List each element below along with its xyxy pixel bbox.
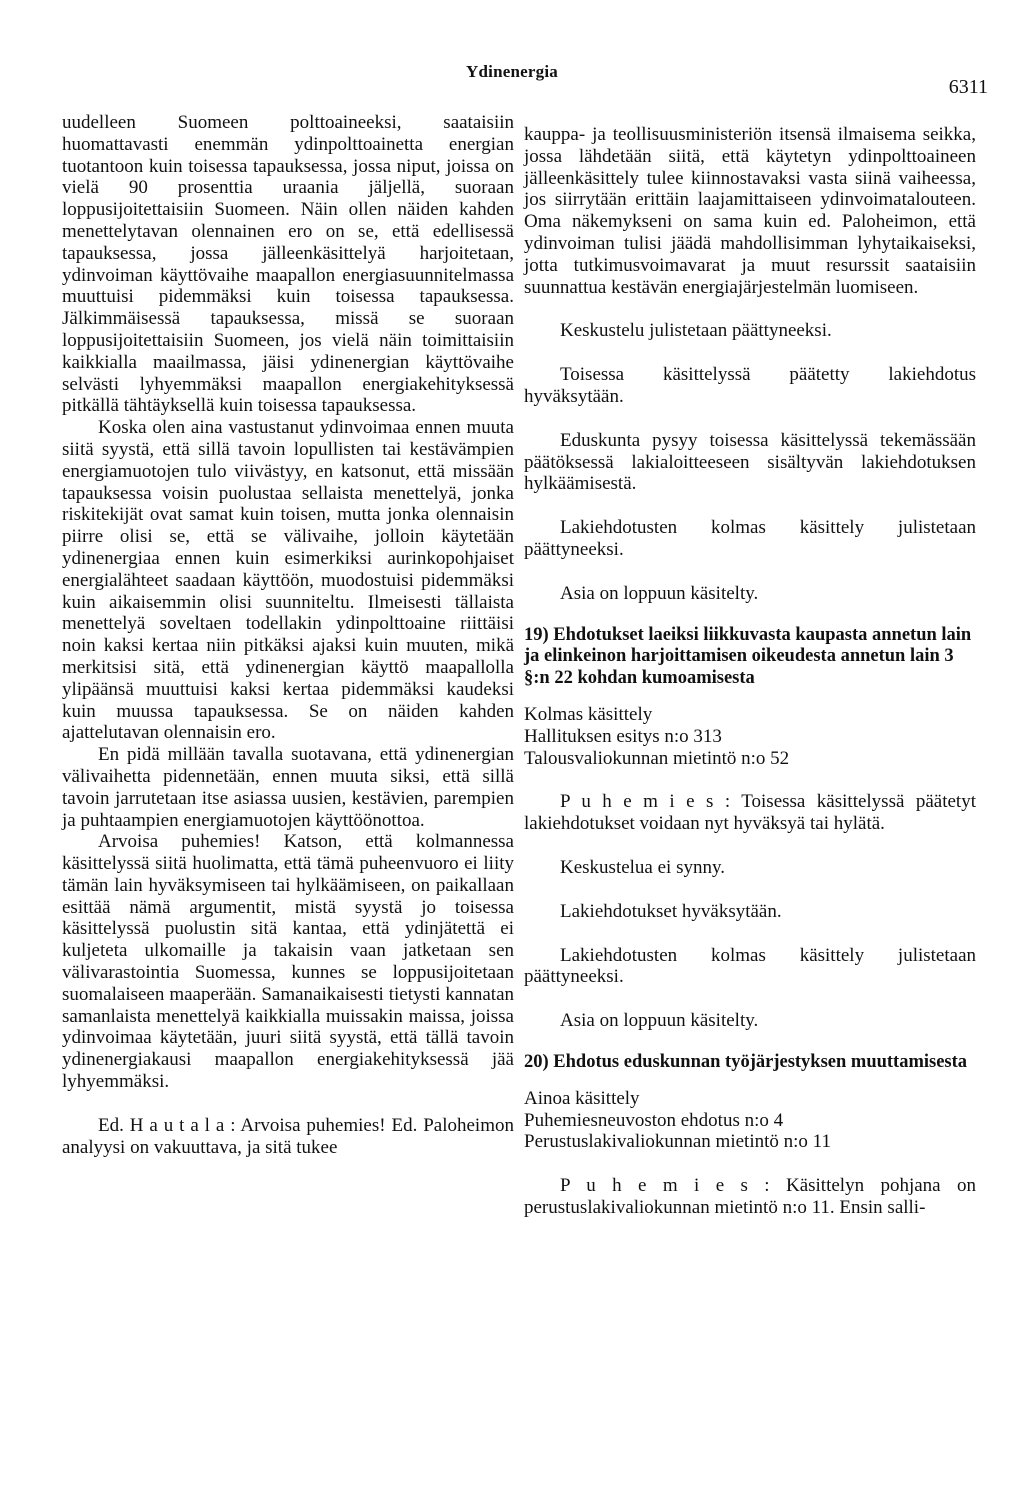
speaker-name: P u h e m i e s :	[560, 1175, 770, 1197]
section-info: Perustuslakivaliokunnan mietintö n:o 11	[524, 1131, 831, 1153]
speaker-paragraph	[524, 791, 976, 835]
page-number: 6311	[948, 76, 988, 98]
section-info: Puhemiesneuvoston ehdotus n:o 4	[524, 1109, 784, 1131]
paragraph: kauppa- ja teollisuusministeriön itsensä ilmaisema seikka, jossa lähdetään siitä, että käytetyn ydinpolttoaineen jälleenkäsittely tulee kiinnostavaksi vasta siinä vaiheessa, jos siirrytään erittäin laajamittaiseen ydinvoimatalouteen. Oma näkemykseni on sama kuin ed. Paloheimon, että ydinvoiman tulisi jäädä mahdollisimman lyhytaikaiseksi, jotta tutkimusvoimavarat ja muut resurssit saataisiin suunnattua kestävän energiajärjestelmän luomiseen.	[524, 124, 976, 298]
paragraph: Toisessa käsittelyssä päätetty lakiehdotus hyväksytään.	[524, 364, 976, 407]
section-info: Kolmas käsittely	[524, 703, 653, 725]
speaker-name: P u h e m i e s :	[560, 791, 731, 813]
speaker-paragraph	[62, 1115, 514, 1159]
paragraph: Keskustelua ei synny.	[560, 856, 725, 878]
section-info: Talousvaliokunnan mietintö n:o 52	[524, 747, 790, 769]
speech-text: Toisessa käsittelyssä päätetyt lakiehdotukset voidaan nyt hyväksyä tai hylätä.	[524, 791, 976, 835]
paragraph: Eduskunta pysyy toisessa käsittelyssä tekemässään päätöksessä lakialoitteeseen sisältyvän lakiehdotuksen hylkäämisestä.	[524, 429, 976, 495]
speech-text: Käsittelyn pohjana on perustuslakivaliokunnan mietintö n:o 11. Ensin salli-	[524, 1175, 976, 1218]
left-column	[62, 112, 514, 1158]
speaker-name: Ed. H a u t a l a :	[98, 1114, 236, 1136]
paragraph: Keskustelu julistetaan päättyneeksi.	[560, 320, 832, 342]
paragraph: Lakiehdotusten kolmas käsittely julistetaan päättyneeksi.	[524, 517, 976, 560]
paragraph: Lakiehdotusten kolmas käsittely julistetaan päättyneeksi.	[524, 944, 976, 988]
section-info: Ainoa käsittely	[524, 1087, 640, 1109]
paragraph: Lakiehdotukset hyväksytään.	[560, 900, 782, 922]
paragraph: Asia on loppuun käsitelty.	[560, 582, 759, 604]
speaker-paragraph	[524, 1175, 976, 1219]
paragraph: Arvoisa puhemies! Katson, että kolmannessa käsittelyssä siitä huolimatta, että tämä puheenvuoro ei liity tämän lain hyväksymiseen tai hylkäämiseen, on paikallaan esittää nämä argumentit, mistä syystä jo toisessa käsittelyssä puolustin sitä kantaa, että ydinjätettä ei kuljeteta ulkomaille ja takaisin vaan jatketaan sen välivarastointia Suomessa, kunnes se loppusijoitetaan suomalaiseen maaperään. Samanaikaisesti tietysti kannatan samanlaista menettelyä kaikkialla muissakin maissa, joissa ydinvoimaa käytetään, juuri siitä syystä, että tällä tavoin ydinenergiakausi maapallon energiakehityksessä jää lyhyemmäksi.	[62, 831, 514, 1093]
paragraph: Koska olen aina vastustanut ydinvoimaa ennen muuta siitä syystä, että sillä tavoin lopullisten tai kestävämpien energiamuotojen tulo viivästyy, en katsonut, että missään tapauksessa voisin puolustaa sellaista menettelyä, jonka riskitekijät ovat samat kuin toisen, mutta jonka olennaisin piirre olisi se, että se välivaihe, jolloin käytetään ydinenergiaa ennen kuin esimerkiksi aurinkopohjaiset energialähteet saadaan käyttöön, muodostuisi pidemmäksi kuin aikaisemmin olisi suunniteltu. Ilmeisesti tällaista menettelyä soveltaen todellakin ydinpolttoaine riittäisi noin kaksi kertaa niin pitkäksi ajaksi kuin muuten, mikä merkitsisi sitä, että ydinenergian käyttö maapallolla ylipäänsä muuttuisi kaksi kertaa pidemmäksi kaudeksi kuin muussa tapauksessa. Se on näiden kahden ajattelutavan olennaisin ero.	[62, 417, 514, 744]
right-column	[524, 124, 976, 1219]
speech-text: Arvoisa puhemies! Ed. Paloheimon analyysi on vakuuttava, ja sitä tukee	[62, 1114, 514, 1158]
paragraph: Asia on loppuun käsitelty.	[560, 1010, 759, 1032]
section-info: Hallituksen esitys n:o 313	[524, 725, 722, 747]
paragraph: En pidä millään tavalla suotavana, että ydinenergian välivaihetta pidennetään, ennen muuta siksi, että sillä tavoin jarrutetaan itse asiassa uusien, kestävien, parempien ja puhtaampien energiamuotojen käyttöönottoa.	[62, 744, 514, 831]
running-header: Ydinenergia	[466, 62, 558, 81]
paragraph: uudelleen Suomeen polttoaineeksi, saataisiin huomattavasti enemmän ydinpolttoainetta energian tuotantoon kuin toisessa tapauksessa, jossa niput, joissa on vielä 90 prosenttia uraania jäljellä, suoraan loppusijoitettaisiin Suomeen. Näin ollen näiden kahden menettelytavan olennainen ero on se, että edellisessä tapauksessa, jossa jälleenkäsittelyä harjoitetaan, ydinvoiman käyttövaihe maapallon energiasuunnitelmassa muuttuisi pidemmäksi kuin toisessa tapauksessa. Jälkimmäisessä tapauksessa, missä se suoraan loppusijoitettaisiin Suomeen, jos vielä näin toimittaisiin kaikkialla maailmassa, jäisi ydinenergian käyttövaihe selvästi lyhyemmäksi maapallon energiakehityksessä pitkällä tähtäyksellä kuin toisessa tapauksessa.	[62, 112, 514, 417]
section-heading-19: 19) Ehdotukset laeiksi liikkuvasta kaupasta annetun lain ja elinkeinon harjoittamisen oikeudesta annetun lain 3 §:n 22 kohdan kumoamisesta	[524, 624, 972, 689]
section-heading-20: 20) Ehdotus eduskunnan työjärjestyksen muuttamisesta	[524, 1051, 968, 1072]
